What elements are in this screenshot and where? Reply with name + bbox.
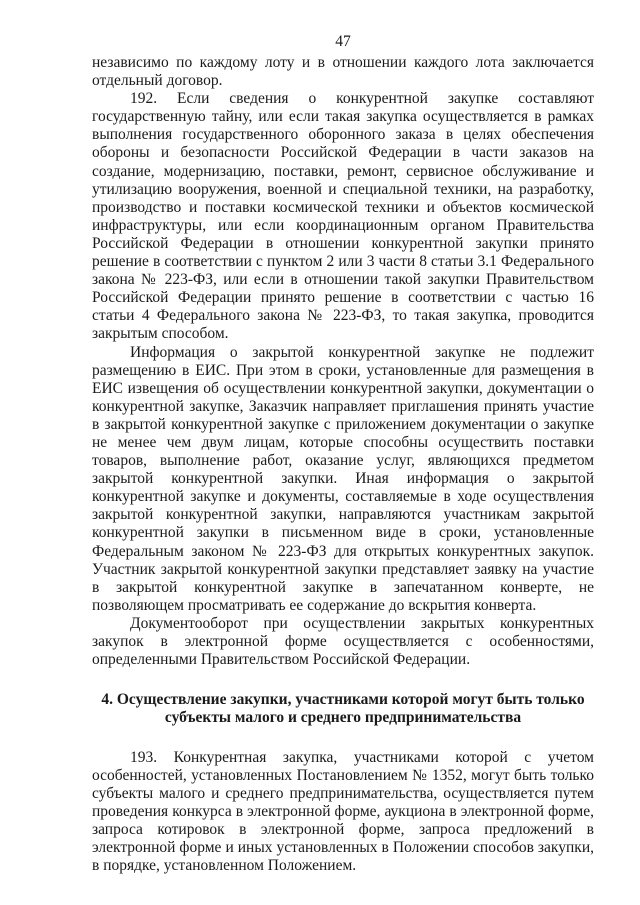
paragraph-continuation: независимо по каждому лоту и в отношении каждого лота заключается отдельный договор. — [92, 54, 594, 90]
paragraph-192: 192. Если сведения о конкурентной закупке составляют государственную тайну, или если такая закупка осуществляется в рамках выполнения государственного оборонного заказа в целях обеспечения обороны и безопасности Российской Федерации в части заказов на создание, модернизацию, поставки, ремонт, сервисное обслуживание и утилизацию вооружения, военной и специальной техники, на разработку, производство и поставки космической техники и объектов космической инфраструктуры, или если координационным органом Правительства Российской Федерации в отношении конкурентной закупки принято решение в соответствии с пунктом 2 или 3 части 8 статьи 3.1 Федерального закона № 223-ФЗ, или если в отношении такой закупки Правительством Российской Федерации принято решение в соответствии с частью 16 статьи 4 Федерального закона № 223-ФЗ, то такая закупка, проводится закрытым способом. — [92, 90, 594, 343]
section-heading — [92, 691, 594, 727]
paragraph-closed-procurement-info: Информация о закрытой конкурентной закупке не подлежит размещению в ЕИС. При этом в сроки, установленные для размещения в ЕИС извещения об осуществлении конкурентной закупки, документации о конкурентной закупке, Заказчик направляет приглашения принять участие в закрытой конкурентной закупке с приложением документации о закупке не менее чем двум лицам, которые способны осуществить поставки товаров, выполнение работ, оказание услуг, являющихся предметом закрытой конкурентной закупки. Иная информация о закрытой конкурентной закупке и документы, составляемые в ходе осуществления закрытой конкурентной закупки, направляются участникам закрытой конкурентной закупки в письменном виде в сроки, установленные Федеральным законом № 223-ФЗ для открытых конкурентных закупок. Участник закрытой конкурентной закупки представляет заявку на участие в закрытой конкурентной закупке в запечатанном конверте, не позволяющем просматривать ее содержание до вскрытия конверта. — [92, 343, 594, 614]
page-number: 47 — [335, 33, 351, 50]
section-heading-line-2: субъекты малого и среднего предпринимательства — [164, 709, 522, 727]
section-heading-line-1: 4. Осуществление закупки, участниками которой могут быть только — [101, 691, 585, 709]
paragraph-document-flow: Документооборот при осуществлении закрытых конкурентных закупок в электронной форме осуществляется с особенностями, определенными Правительством Российской Федерации. — [92, 614, 594, 669]
paragraph-193: 193. Конкурентная закупка, участниками которой с учетом особенностей, установленных Постановлением № 1352, могут быть только субъекты малого и среднего предпринимательства, осуществляется путем проведения конкурса в электронной форме, аукциона в электронной форме, запроса котировок в электронной форме, запроса предложений в электронной форме и иных установленных в Положении способов закупки, в порядке, установленном Положением. — [92, 748, 594, 875]
document-page — [92, 33, 594, 875]
